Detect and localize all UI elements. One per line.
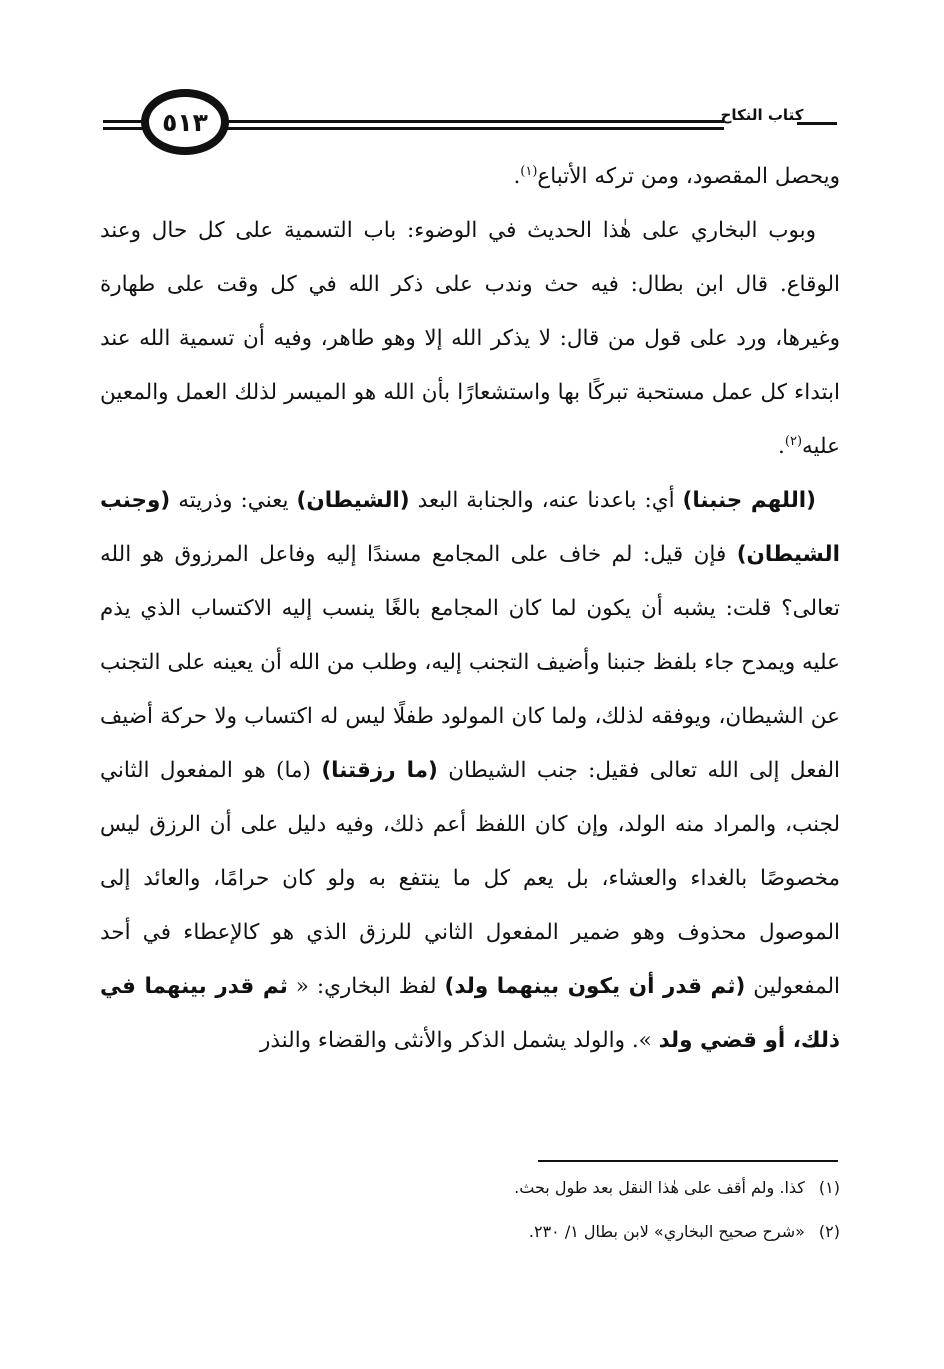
footnotes <box>200 1178 840 1266</box>
hadith-quote: (اللهم جنبنا) <box>682 488 816 513</box>
footnote-number: (٢) <box>818 1222 840 1241</box>
footnote <box>200 1178 840 1198</box>
footnote <box>200 1222 840 1242</box>
footnote-text: «شرح صحيح البخاري» لابن بطال ١/ ٢٣٠. <box>528 1222 805 1241</box>
hadith-quote: (وجنب الشيطان) <box>100 488 840 567</box>
paragraph: ويحصل المقصود، ومن تركه الأتباع$^{(١)}$. <box>513 163 840 189</box>
page-number-badge <box>141 89 229 155</box>
footnote-text: كذا. ولم أقف على هٰذا النقل بعد طول بحث. <box>514 1178 805 1197</box>
paragraph: وبوب البخاري على هٰذا الحديث في الوضوء: باب التسمية على كل حال وعند الوقاع. قال ابن بطال: فيه حث وندب على ذكر الله في كل وقت على طهارة وغيرها، ورد على قول من قال: لا يذكر الله إلا وهو طاهر، وفيه أن تسمية الله عند ابتداء كل عمل مستحبة تبركًا بها واستشعارًا بأن الله هو الميسر لذلك العمل والمعين عليه$^{(٢)}$. <box>100 218 840 459</box>
header-rule <box>221 127 724 130</box>
hadith-quote: ثم قدر بينهما في ذلك، أو قضي ولد <box>100 974 840 1053</box>
paragraph: (اللهم جنبنا) أي: باعدنا عنه، والجنابة البعد (الشيطان) يعني: وذريته (وجنب الشيطان) فإن قيل: لم خاف على المجامع مسندًا إليه وفاعل المرزوق هو الله تعالى؟ قلت: يشبه أن يكون لما كان المجامع بالغًا ينسب إليه الاكتساب الذي يذم عليه ويمدح جاء بلفظ جنبنا وأضيف التجنب إليه، وطلب من الله أن يعينه على التجنب عن الشيطان، ويوفقه لذلك، ولما كان المولود طفلًا ليس له اكتساب ولا حركة أضيف الفعل إلى الله تعالى فقيل: جنب الشيطان (ما رزقتنا) (ما) هو المفعول الثاني لجنب، والمراد منه الولد، وإن كان اللفظ أعم ذلك، وفيه دليل على أن الرزق ليس مخصوصًا بالغداء والعشاء، بل يعم كل ما ينتفع به ولو كان حرامًا، والعائد إلى الموصول محذوف وهو ضمير المفعول الثاني للرزق الذي هو كالإعطاء في أحد المفعولين (ثم قدر أن يكون بينهما ولد) لفظ البخاري: « ثم قدر بينهما في ذلك، أو قضي ولد ». والولد يشمل الذكر والأنثى والقضاء والنذر <box>100 488 840 1053</box>
header-rule <box>221 120 724 123</box>
body-text <box>100 150 840 1068</box>
hadith-quote: (ثم قدر أن يكون بينهما ولد) <box>444 974 746 999</box>
footnote-separator <box>538 1160 838 1162</box>
footnote-ref: (١) <box>520 163 538 179</box>
hadith-quote: (ما رزقتنا) <box>321 758 438 783</box>
running-title: كتاب النكاح <box>720 106 804 124</box>
footnote-number: (١) <box>818 1178 840 1197</box>
footnote-ref: (٢) <box>784 433 803 449</box>
hadith-quote: (الشيطان) <box>296 488 410 513</box>
page-number: ٥١٣ <box>162 107 208 137</box>
